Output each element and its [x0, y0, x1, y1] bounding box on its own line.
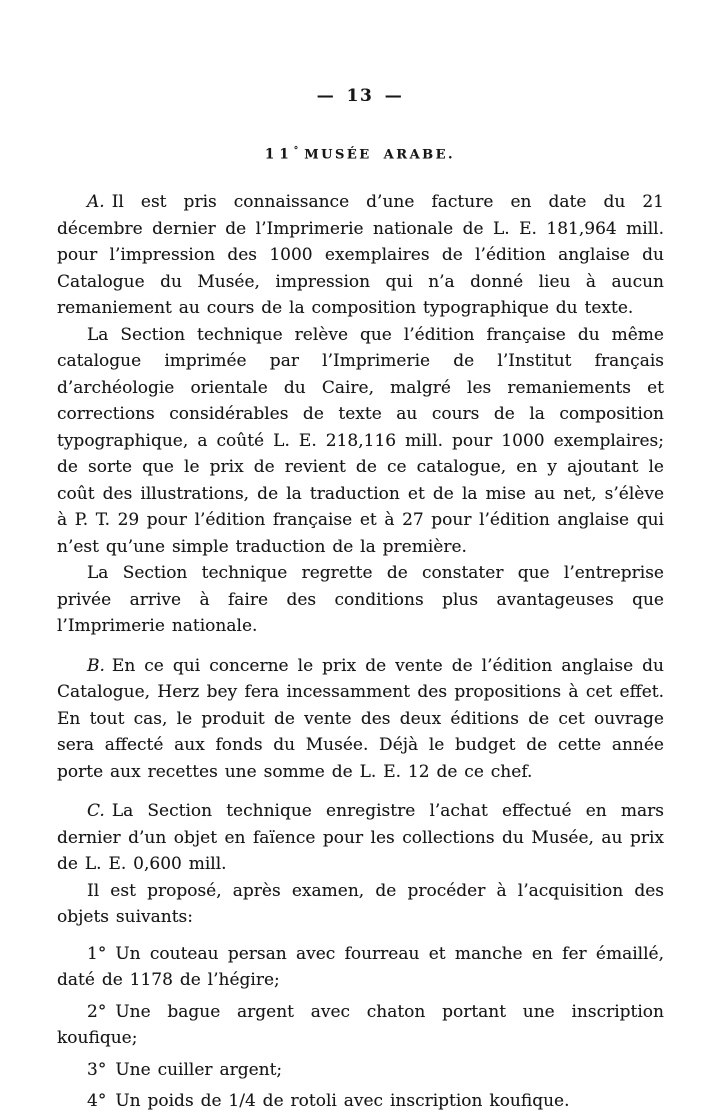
ordinal-indicator: °: [293, 146, 299, 156]
paragraph-label-b: B.: [87, 655, 105, 676]
paragraph-c2: [57, 878, 664, 931]
list-item-text: Un poids de 1/4 de rotoli avec inscription koufique.: [115, 1091, 570, 1112]
paragraph-text: La Section technique enregistre l’achat effectué en mars dernier d’un objet en faïence pour les collections du Musée, au prix de L. E. 0,600 mill.: [57, 801, 664, 875]
paragraph-c: [57, 798, 664, 878]
paragraph-text: Il est pris connaissance d’une facture en date du 21 décembre dernier de l’Imprimerie nationale de L. E. 181,964 mill. pour l’impression des 1000 exemplaires de l’édition anglaise du Catalogue du Musée, impression qui n’a donné lieu à aucun remaniement au cours de la composition typographique du texte.: [57, 192, 664, 319]
list-item-text: Une cuiller argent;: [115, 1059, 283, 1080]
paragraph-text: Il est proposé, après examen, de procéder à l’acquisition des objets suivants:: [57, 880, 664, 928]
section-heading: [0, 146, 720, 162]
paragraph-a3: [57, 560, 664, 640]
paragraph-a: [57, 189, 664, 322]
section-number: 11: [264, 146, 294, 163]
paragraph-text: La Section technique regrette de constater que l’entreprise privée arrive à faire des conditions plus avantageuses que l’Imprimerie nationale.: [57, 563, 664, 637]
paragraph-a2: [57, 322, 664, 561]
list-item-text: Un couteau persan avec fourreau et manche en fer émaillé, daté de 1178 de l’hégire;: [57, 943, 664, 991]
list-item: [57, 1088, 664, 1115]
paragraph-text: La Section technique relève que l’édition française du même catalogue imprimée par l’Imprimerie de l’Institut français d’archéologie orientale du Caire, malgré les remaniements et corrections considérables de texte au cours de la composition typographique, a coûté L. E. 218,116 mill. pour 1000 exemplaires; de sorte que le prix de revient de ce catalogue, en y ajoutant le coût des illustrations, de la traduction et de la mise au net, s’élève à P. T. 29 pour l’édition française et à 27 pour l’édition anglaise qui n’est qu’une simple traduction de la première.: [57, 324, 664, 557]
list-item-text: Une bague argent avec chaton portant une inscription koufique;: [57, 1001, 664, 1049]
page-number: — 13 —: [316, 86, 404, 106]
list-item-marker: 3°: [87, 1059, 107, 1080]
paragraph-b: [57, 653, 664, 786]
paragraph-label-c: C.: [87, 801, 105, 822]
list-item: [57, 999, 664, 1052]
list-item: [57, 941, 664, 994]
list-item: [57, 1057, 664, 1084]
document-body: [57, 189, 664, 1115]
list-item-marker: 2°: [87, 1001, 107, 1022]
list-item-marker: 4°: [87, 1091, 107, 1112]
paragraph-text: En ce qui concerne le prix de vente de l’édition anglaise du Catalogue, Herz bey fera incessamment des propositions à cet effet. En tout cas, le produit de vente des deux éditions de cet ouvrage sera affecté aux fonds du Musée. Déjà le budget de cette année porte aux recettes une somme de L. E. 12 de ce chef.: [57, 655, 664, 782]
section-title: MUSÉE ARABE.: [304, 147, 456, 163]
paragraph-label-a: A.: [87, 192, 105, 213]
list-item-marker: 1°: [87, 943, 107, 964]
